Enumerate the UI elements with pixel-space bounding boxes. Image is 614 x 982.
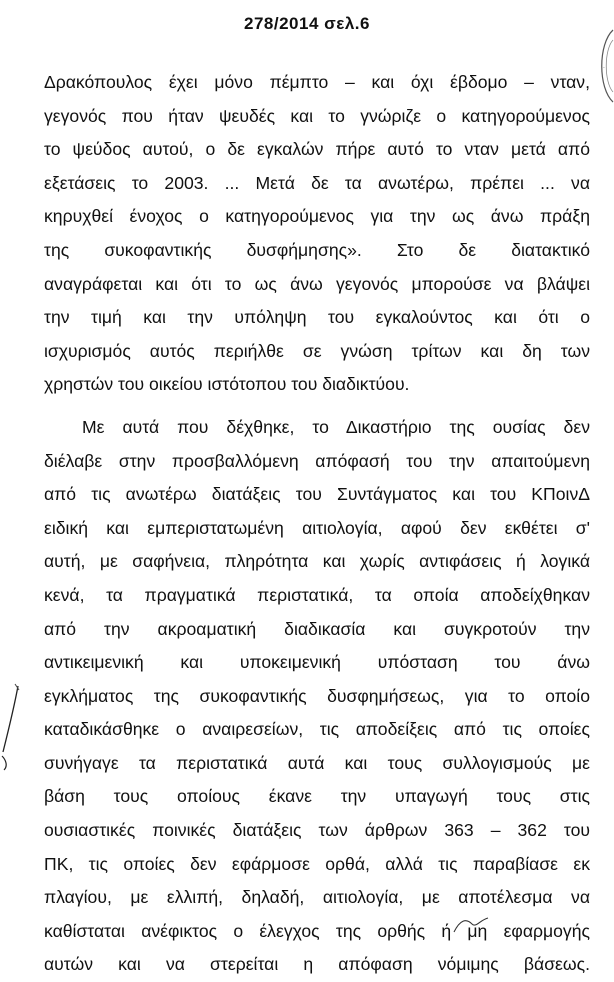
text-line: χρηστών του οικείου ιστότοπου του διαδικτύου.	[44, 374, 410, 395]
text-line: αυτών και να στερείται η απόφαση νόμιμης βάσεως.	[44, 954, 590, 975]
text-line: αυτή, με σαφήνεια, πληρότητα και χωρίς αντιφάσεις ή λογικά	[44, 551, 590, 572]
text-line: ΠΚ, τις οποίες δεν εφάρμοσε ορθά, αλλά τις παραβίασε εκ	[44, 853, 590, 874]
text-line: το ψεύδος αυτού, ο δε εγκαλών πήρε αυτό το νταν μετά από	[44, 139, 590, 160]
svg-text:·: ·	[603, 65, 605, 72]
text-line: κηρυχθεί ένοχος ο κατηγορούμενος για την ως άνω πράξη	[44, 206, 590, 227]
margin-pen-mark	[0, 682, 22, 772]
text-line: από την ακροαματική διαδικασία και συγκροτούν την	[44, 618, 590, 639]
text-line: βάση τους οποίους έκανε την υπαγωγή τους στις	[44, 786, 590, 807]
text-line: καθίσταται ανέφικτος ο έλεγχος της ορθής ή μη εφαρμογής	[44, 920, 590, 941]
text-line: από τις ανωτέρω διατάξεις του Συντάγματος και του ΚΠοινΔ	[44, 484, 590, 505]
text-line: ισχυρισμός αυτός περιήλθε σε γνώση τρίτων και δη των	[44, 340, 590, 361]
text-line: αναγράφεται και ότι το ως άνω γεγονός μπορούσε να βλάψει	[44, 273, 590, 294]
text-line: της συκοφαντικής δυσφήμησης». Στο δε διατακτικό	[44, 239, 590, 260]
text-line: ουσιαστικές ποινικές διατάξεις των άρθρων 363 – 362 του	[44, 820, 590, 841]
text-line: κενά, τα πραγματικά περιστατικά, τα οποία αποδείχθηκαν	[44, 584, 590, 605]
text-line: εγκλήματος της συκοφαντικής δυσφημήσεως, για το οποίο	[44, 685, 590, 706]
text-line: γεγονός που ήταν ψευδές και το γνώριζε ο κατηγορούμενος	[44, 105, 590, 126]
text-line: πλαγίου, με ελλιπή, δηλαδή, αιτιολογία, με αποτέλεσμα να	[44, 887, 590, 908]
paragraph	[44, 66, 590, 402]
paragraph	[44, 411, 590, 982]
text-line: εξετάσεις το 2003. ... Μετά δε τα ανωτέρω, πρέπει ... να	[44, 172, 590, 193]
text-line: αντικειμενική και υποκειμενική υπόσταση του άνω	[44, 652, 590, 673]
text-line: Δρακόπουλος έχει μόνο πέμπτο – και όχι έβδομο – νταν,	[44, 72, 590, 92]
page-header: 278/2014 σελ.6	[244, 14, 370, 33]
text-line: διέλαβε στην προσβαλλόμενη απόφασή του την απαιτούμενη	[44, 450, 590, 471]
document-body	[44, 66, 590, 982]
seal-stamp	[596, 28, 614, 104]
text-line: συνήγαγε τα περιστατικά αυτά και τους συλλογισμούς με	[44, 752, 590, 773]
text-line: καταδικάσθηκε ο αναιρεσείων, τις αποδείξεις από τις οποίες	[44, 719, 590, 740]
text-line: Με αυτά που δέχθηκε, το Δικαστήριο της ουσίας δεν	[82, 416, 590, 437]
text-line: την τιμή και την υπόληψη του εγκαλούντος και ότι ο	[44, 307, 590, 328]
text-line: ειδική και εμπεριστατωμένη αιτιολογία, αφού δεν εκθέτει σ'	[44, 517, 590, 538]
